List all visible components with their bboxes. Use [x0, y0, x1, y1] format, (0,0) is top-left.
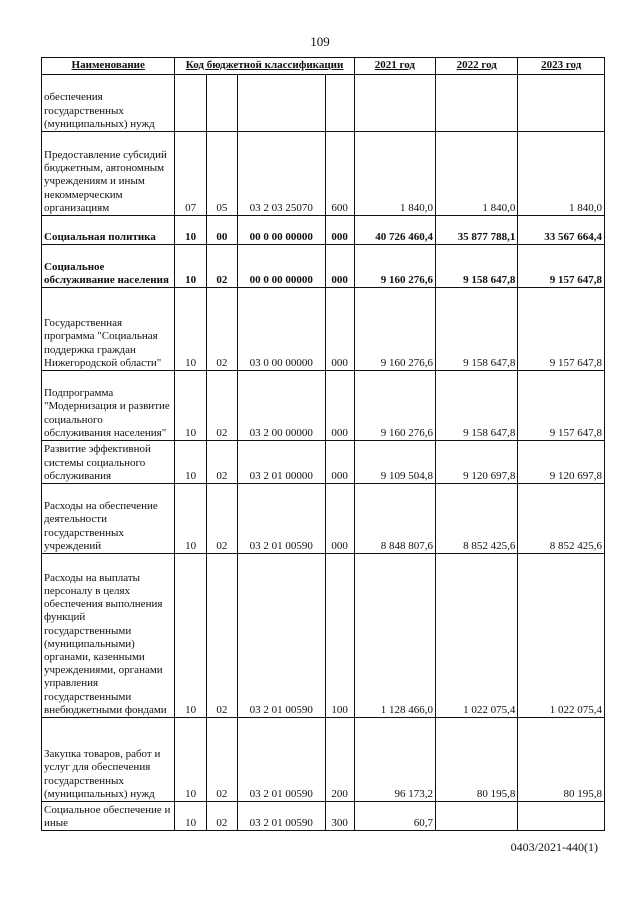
- section-code: 10: [175, 484, 206, 554]
- row-name: Подпрограмма "Модернизация и развитие социального обслуживания населения": [42, 371, 175, 441]
- target-article-code: 03 2 03 25070: [237, 132, 325, 216]
- value-2023: [518, 802, 605, 831]
- budget-table: [41, 57, 605, 831]
- row-name: Закупка товаров, работ и услуг для обеспечения государственных (муниципальных) нужд: [42, 718, 175, 802]
- table-row: [42, 441, 605, 484]
- table-row: [42, 484, 605, 554]
- value-2022: 9 120 697,8: [436, 441, 518, 484]
- value-2022: 35 877 788,1: [436, 216, 518, 245]
- header-2023: 2023 год: [518, 58, 605, 75]
- value-2021: 9 160 276,6: [354, 371, 435, 441]
- row-name: Развитие эффективной системы социального обслуживания: [42, 441, 175, 484]
- expense-type-code: 000: [325, 484, 354, 554]
- subsection-code: 02: [206, 554, 237, 718]
- expense-type-code: 000: [325, 216, 354, 245]
- row-name: Предоставление субсидий бюджетным, автономным учреждениям и иным некоммерческим организациям: [42, 132, 175, 216]
- expense-type-code: [325, 75, 354, 132]
- subsection-code: 02: [206, 371, 237, 441]
- value-2022: 1 022 075,4: [436, 554, 518, 718]
- row-name: Расходы на выплаты персоналу в целях обеспечения выполнения функций государственными (муниципальными) органами, казенными учреждениями, органами управления государственными внебюджетными фондами: [42, 554, 175, 718]
- value-2021: 9 160 276,6: [354, 288, 435, 371]
- row-name: обеспечения государственных (муниципальных) нужд: [42, 75, 175, 132]
- target-article-code: 03 2 01 00590: [237, 718, 325, 802]
- subsection-code: 02: [206, 802, 237, 831]
- section-code: 07: [175, 132, 206, 216]
- value-2022: 9 158 647,8: [436, 371, 518, 441]
- header-code: Код бюджетной классификации: [175, 58, 354, 75]
- value-2023: [518, 75, 605, 132]
- expense-type-code: 600: [325, 132, 354, 216]
- value-2023: 9 120 697,8: [518, 441, 605, 484]
- value-2022: 9 158 647,8: [436, 245, 518, 288]
- section-code: 10: [175, 441, 206, 484]
- subsection-code: 05: [206, 132, 237, 216]
- table-row: [42, 802, 605, 831]
- expense-type-code: 000: [325, 371, 354, 441]
- value-2021: 9 109 504,8: [354, 441, 435, 484]
- value-2021: 96 173,2: [354, 718, 435, 802]
- expense-type-code: 100: [325, 554, 354, 718]
- header-name: Наименование: [42, 58, 175, 75]
- target-article-code: 03 0 00 00000: [237, 288, 325, 371]
- section-code: 10: [175, 718, 206, 802]
- table-row: [42, 288, 605, 371]
- table-row: [42, 554, 605, 718]
- value-2023: 9 157 647,8: [518, 288, 605, 371]
- header-2022: 2022 год: [436, 58, 518, 75]
- document-code: 0403/2021-440(1): [510, 840, 598, 854]
- table-row: [42, 75, 605, 132]
- target-article-code: 03 2 01 00590: [237, 802, 325, 831]
- row-name: Социальное обеспечение и иные: [42, 802, 175, 831]
- value-2022: [436, 802, 518, 831]
- header-2021: 2021 год: [354, 58, 435, 75]
- section-code: 10: [175, 288, 206, 371]
- row-name: Социальное обслуживание населения: [42, 245, 175, 288]
- target-article-code: 03 2 01 00000: [237, 441, 325, 484]
- expense-type-code: 000: [325, 245, 354, 288]
- row-name: Расходы на обеспечение деятельности государственных учреждений: [42, 484, 175, 554]
- expense-type-code: 000: [325, 441, 354, 484]
- target-article-code: 00 0 00 00000: [237, 245, 325, 288]
- section-code: [175, 75, 206, 132]
- expense-type-code: 200: [325, 718, 354, 802]
- expense-type-code: 000: [325, 288, 354, 371]
- value-2021: 1 128 466,0: [354, 554, 435, 718]
- value-2021: 9 160 276,6: [354, 245, 435, 288]
- table-row: [42, 216, 605, 245]
- value-2023: 1 022 075,4: [518, 554, 605, 718]
- value-2023: 1 840,0: [518, 132, 605, 216]
- subsection-code: 02: [206, 718, 237, 802]
- value-2023: 80 195,8: [518, 718, 605, 802]
- subsection-code: 02: [206, 441, 237, 484]
- value-2021: 40 726 460,4: [354, 216, 435, 245]
- value-2023: 9 157 647,8: [518, 245, 605, 288]
- table-row: [42, 718, 605, 802]
- subsection-code: [206, 75, 237, 132]
- subsection-code: 02: [206, 288, 237, 371]
- value-2021: [354, 75, 435, 132]
- subsection-code: 02: [206, 245, 237, 288]
- table-row: [42, 245, 605, 288]
- table-row: [42, 132, 605, 216]
- target-article-code: 03 2 01 00590: [237, 554, 325, 718]
- section-code: 10: [175, 371, 206, 441]
- row-name: Государственная программа "Социальная поддержка граждан Нижегородской области": [42, 288, 175, 371]
- target-article-code: [237, 75, 325, 132]
- section-code: 10: [175, 245, 206, 288]
- target-article-code: 03 2 00 00000: [237, 371, 325, 441]
- value-2023: 9 157 647,8: [518, 371, 605, 441]
- section-code: 10: [175, 216, 206, 245]
- value-2022: [436, 75, 518, 132]
- value-2022: 9 158 647,8: [436, 288, 518, 371]
- value-2022: 8 852 425,6: [436, 484, 518, 554]
- table-header-row: [42, 58, 605, 75]
- target-article-code: 03 2 01 00590: [237, 484, 325, 554]
- value-2023: 8 852 425,6: [518, 484, 605, 554]
- value-2022: 80 195,8: [436, 718, 518, 802]
- section-code: 10: [175, 802, 206, 831]
- value-2022: 1 840,0: [436, 132, 518, 216]
- section-code: 10: [175, 554, 206, 718]
- subsection-code: 02: [206, 484, 237, 554]
- page-number: 109: [310, 34, 330, 49]
- value-2023: 33 567 664,4: [518, 216, 605, 245]
- row-name: Социальная политика: [42, 216, 175, 245]
- subsection-code: 00: [206, 216, 237, 245]
- target-article-code: 00 0 00 00000: [237, 216, 325, 245]
- expense-type-code: 300: [325, 802, 354, 831]
- value-2021: 60,7: [354, 802, 435, 831]
- table-row: [42, 371, 605, 441]
- value-2021: 8 848 807,6: [354, 484, 435, 554]
- value-2021: 1 840,0: [354, 132, 435, 216]
